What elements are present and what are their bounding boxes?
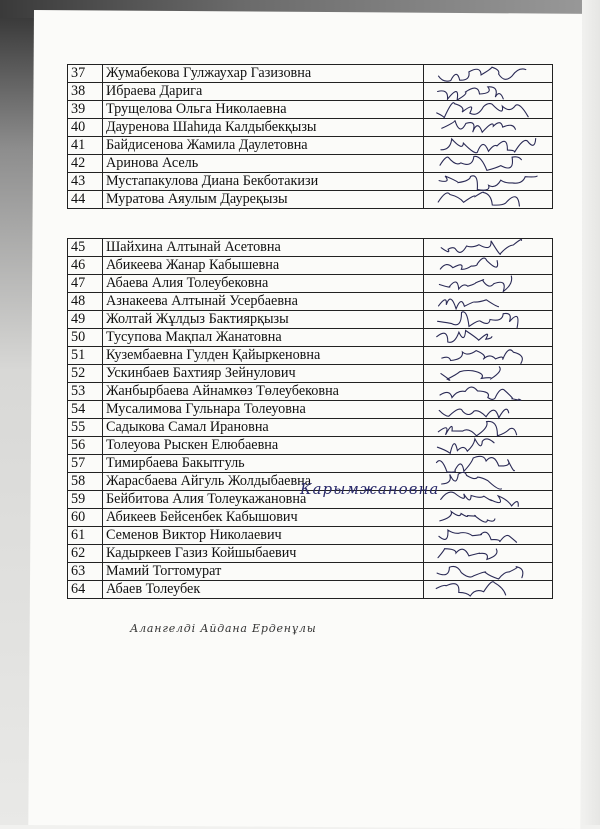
row-number: 57 bbox=[68, 455, 103, 473]
signature-cell bbox=[424, 293, 553, 311]
table-row bbox=[68, 257, 553, 275]
signature-cell bbox=[424, 173, 553, 191]
handwritten-patronymic: Карымжановна bbox=[300, 480, 440, 498]
row-number: 53 bbox=[68, 383, 103, 401]
table-row bbox=[68, 527, 553, 545]
participant-name: Аринова Асель bbox=[103, 155, 424, 173]
signature-cell bbox=[424, 119, 553, 137]
signature-cell bbox=[424, 275, 553, 293]
participant-name: Садыкова Самал Ирановна bbox=[103, 419, 424, 437]
table-row bbox=[68, 545, 553, 563]
participant-name: Жанбырбаева Айнамкөз Төлеубековна bbox=[103, 383, 424, 401]
participant-name: Тимирбаева Бакытгуль bbox=[103, 455, 424, 473]
signature-cell bbox=[424, 83, 553, 101]
row-number: 49 bbox=[68, 311, 103, 329]
participant-name: Кадыркеев Газиз Койшыбаевич bbox=[103, 545, 424, 563]
table-row bbox=[68, 239, 553, 257]
signature-cell bbox=[424, 239, 553, 257]
table-row bbox=[68, 173, 553, 191]
table-row bbox=[68, 191, 553, 209]
signature-cell bbox=[424, 101, 553, 119]
signature-cell bbox=[424, 581, 553, 599]
row-number: 63 bbox=[68, 563, 103, 581]
row-number: 58 bbox=[68, 473, 103, 491]
row-number: 50 bbox=[68, 329, 103, 347]
table-row bbox=[68, 311, 553, 329]
participant-name: Ускинбаев Бахтияр Зейнулович bbox=[103, 365, 424, 383]
table-row bbox=[68, 347, 553, 365]
participant-name: Абаева Алия Толеубековна bbox=[103, 275, 424, 293]
row-number: 37 bbox=[68, 65, 103, 83]
participant-name: Кузембаевна Гулден Қайыркеновна bbox=[103, 347, 424, 365]
signature-cell bbox=[424, 563, 553, 581]
row-number: 62 bbox=[68, 545, 103, 563]
signature-cell bbox=[424, 137, 553, 155]
participant-name: Абикеев Бейсенбек Кабышович bbox=[103, 509, 424, 527]
row-number: 38 bbox=[68, 83, 103, 101]
row-number: 60 bbox=[68, 509, 103, 527]
signature-cell bbox=[424, 365, 553, 383]
table-row bbox=[68, 119, 553, 137]
row-number: 64 bbox=[68, 581, 103, 599]
row-number: 45 bbox=[68, 239, 103, 257]
row-number: 51 bbox=[68, 347, 103, 365]
page-edge-right bbox=[582, 0, 600, 825]
row-number: 54 bbox=[68, 401, 103, 419]
row-number: 59 bbox=[68, 491, 103, 509]
participant-name: Ибраева Дарига bbox=[103, 83, 424, 101]
row-number: 61 bbox=[68, 527, 103, 545]
row-number: 46 bbox=[68, 257, 103, 275]
signature-cell bbox=[424, 419, 553, 437]
signature-cell bbox=[424, 257, 553, 275]
table-row bbox=[68, 437, 553, 455]
signature-cell bbox=[424, 437, 553, 455]
table-row bbox=[68, 65, 553, 83]
signature-cell bbox=[424, 311, 553, 329]
table-row bbox=[68, 473, 553, 491]
row-number: 41 bbox=[68, 137, 103, 155]
signature-cell bbox=[424, 329, 553, 347]
table-row bbox=[68, 581, 553, 599]
participant-name: Тусупова Мақпал Жанатовна bbox=[103, 329, 424, 347]
participant-name: Трущелова Ольга Николаевна bbox=[103, 101, 424, 119]
participant-name: Мамий Тогтомурат bbox=[103, 563, 424, 581]
table-row bbox=[68, 275, 553, 293]
participant-name: Жарасбаева Айгуль Жолдыбаевна bbox=[103, 473, 424, 491]
participant-name: Шайхина Алтынай Асетовна bbox=[103, 239, 424, 257]
participant-name: Абикеева Жанар Кабышевна bbox=[103, 257, 424, 275]
signature-cell bbox=[424, 509, 553, 527]
table-row bbox=[68, 83, 553, 101]
signature-cell bbox=[424, 491, 553, 509]
table-row bbox=[68, 491, 553, 509]
table-row bbox=[68, 455, 553, 473]
attendance-table-top bbox=[67, 64, 553, 209]
signature-cell bbox=[424, 383, 553, 401]
attendance-table-bottom bbox=[67, 238, 553, 599]
participant-name: Азнакеева Алтынай Усербаевна bbox=[103, 293, 424, 311]
participant-name: Мустапакулова Диана Бекботакизи bbox=[103, 173, 424, 191]
row-number: 47 bbox=[68, 275, 103, 293]
signature-cell bbox=[424, 155, 553, 173]
participant-name: Семенов Виктор Николаевич bbox=[103, 527, 424, 545]
signature-cell bbox=[424, 455, 553, 473]
table-row bbox=[68, 419, 553, 437]
signature-scribble bbox=[432, 576, 542, 602]
signature-cell bbox=[424, 473, 553, 491]
signature-cell bbox=[424, 65, 553, 83]
participant-name: Толеуова Рыскен Елюбаевна bbox=[103, 437, 424, 455]
table-row bbox=[68, 563, 553, 581]
signature-cell bbox=[424, 191, 553, 209]
signature-cell bbox=[424, 545, 553, 563]
row-number: 48 bbox=[68, 293, 103, 311]
signature-cell bbox=[424, 527, 553, 545]
table-row bbox=[68, 509, 553, 527]
table-row bbox=[68, 293, 553, 311]
row-number: 39 bbox=[68, 101, 103, 119]
row-number: 56 bbox=[68, 437, 103, 455]
signature-cell bbox=[424, 401, 553, 419]
table-row bbox=[68, 329, 553, 347]
participant-name: Муратова Аяулым Дауреқызы bbox=[103, 191, 424, 209]
row-number: 52 bbox=[68, 365, 103, 383]
table-row bbox=[68, 155, 553, 173]
table-row bbox=[68, 401, 553, 419]
participant-name: Жумабекова Гулжаухар Газизовна bbox=[103, 65, 424, 83]
row-number: 55 bbox=[68, 419, 103, 437]
row-number: 44 bbox=[68, 191, 103, 209]
participant-name: Дауренова Шаһида Калдыбекқызы bbox=[103, 119, 424, 137]
participant-name: Бейбитова Алия Толеукажановна bbox=[103, 491, 424, 509]
row-number: 43 bbox=[68, 173, 103, 191]
handwritten-note: Алангелді Айдана Ерденұлы bbox=[130, 622, 317, 635]
signature-cell bbox=[424, 347, 553, 365]
signature-scribble bbox=[432, 186, 542, 212]
table-row bbox=[68, 137, 553, 155]
table-row bbox=[68, 101, 553, 119]
participant-name: Мусалимова Гульнара Толеуовна bbox=[103, 401, 424, 419]
table-row bbox=[68, 365, 553, 383]
row-number: 42 bbox=[68, 155, 103, 173]
participant-name: Абаев Толеубек bbox=[103, 581, 424, 599]
table-row bbox=[68, 383, 553, 401]
row-number: 40 bbox=[68, 119, 103, 137]
participant-name: Байдисенова Жамила Даулетовна bbox=[103, 137, 424, 155]
participant-name: Жолтай Жұлдыз Бактиярқызы bbox=[103, 311, 424, 329]
